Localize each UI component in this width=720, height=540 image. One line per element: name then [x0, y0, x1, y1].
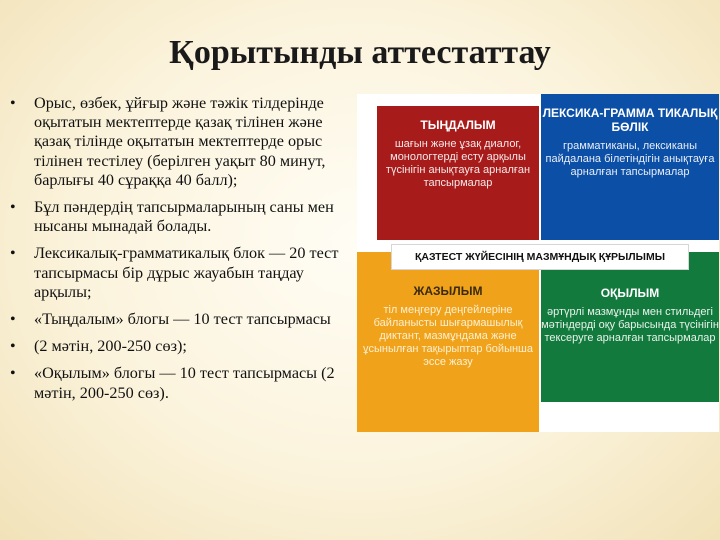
bullet-text: Орыс, өзбек, ұйғыр және тәжік тілдерінде оқытатын мектептерде қазақ тілінен және қазақ тілінде оқытатын мектептерде орыс тілінен тестілеу (берілген уақыт 80 минут, барлығы 40 сұраққа 40 балл);: [34, 94, 326, 189]
slide-title: Қорытынды аттестаттау: [169, 34, 551, 71]
bullet-item: [10, 364, 350, 402]
lexical-grammar-title: ЛЕКСИКА-ГРАММА ТИКАЛЫҚ БӨЛІК: [542, 106, 718, 134]
bullet-item: [10, 310, 350, 329]
writing-title: ЖАЗЫЛЫМ: [413, 284, 483, 298]
writing-text: тіл меңгеру деңгейлеріне байланысты шығармашылық диктант, мазмұндама және ұсынылған тақырыптар бойынша эссе жазу: [363, 304, 533, 368]
lexical-grammar-block: [541, 94, 719, 240]
bullet-dot: •: [10, 245, 16, 263]
test-structure-diagram: [357, 94, 719, 432]
reading-title: ОҚЫЛЫМ: [600, 286, 660, 300]
bullet-item: [10, 94, 350, 190]
reading-block: [541, 252, 719, 402]
writing-block: [357, 252, 539, 432]
bullet-item: [10, 198, 350, 236]
bullet-dot: •: [10, 95, 16, 112]
bullet-text: «Тыңдалым» блогы — 10 тест тапсырмасы: [34, 310, 331, 329]
bullet-dot: •: [10, 199, 16, 217]
listening-block: [377, 106, 539, 240]
bullet-list: [10, 94, 350, 411]
bullet-dot: •: [10, 338, 16, 356]
bullet-text: «Оқылым» блогы — 10 тест тапсырмасы (2 мәтін, 200-250 сөз).: [34, 364, 335, 402]
bullet-item: [10, 337, 350, 356]
center-banner: ҚАЗТЕСТ ЖҮЙЕСІНІҢ МАЗМҰНДЫҚ ҚҰРЫЛЫМЫ: [391, 244, 689, 270]
bullet-dot: •: [10, 365, 16, 383]
listening-text: шағын және ұзақ диалог, монологтерді есту арқылы түсінігін анықтауға арналған тапсырмалар: [385, 138, 531, 189]
lexical-grammar-text: грамматиканы, лексиканы пайдалана білетіндігін анықтауға арналған тапсырмалар: [545, 140, 715, 178]
bullet-text: Лексикалық-грамматикалық блок — 20 тест тапсырмасы бір дұрыс жауабын таңдау арқылы;: [34, 244, 339, 301]
bullet-text: Бұл пәндердің тапсырмаларының саны мен нысаны мынадай болады.: [34, 198, 334, 236]
reading-text: әртүрлі мазмұнды мен стильдегі мәтіндерді оқу барысында түсінігін тексеруге арналған тапсырмалар: [541, 306, 719, 344]
listening-title: ТЫҢДАЛЫМ: [420, 118, 496, 132]
bullet-item: [10, 244, 350, 302]
bullet-dot: •: [10, 311, 16, 329]
bullet-text: (2 мәтін, 200-250 сөз);: [34, 337, 187, 356]
